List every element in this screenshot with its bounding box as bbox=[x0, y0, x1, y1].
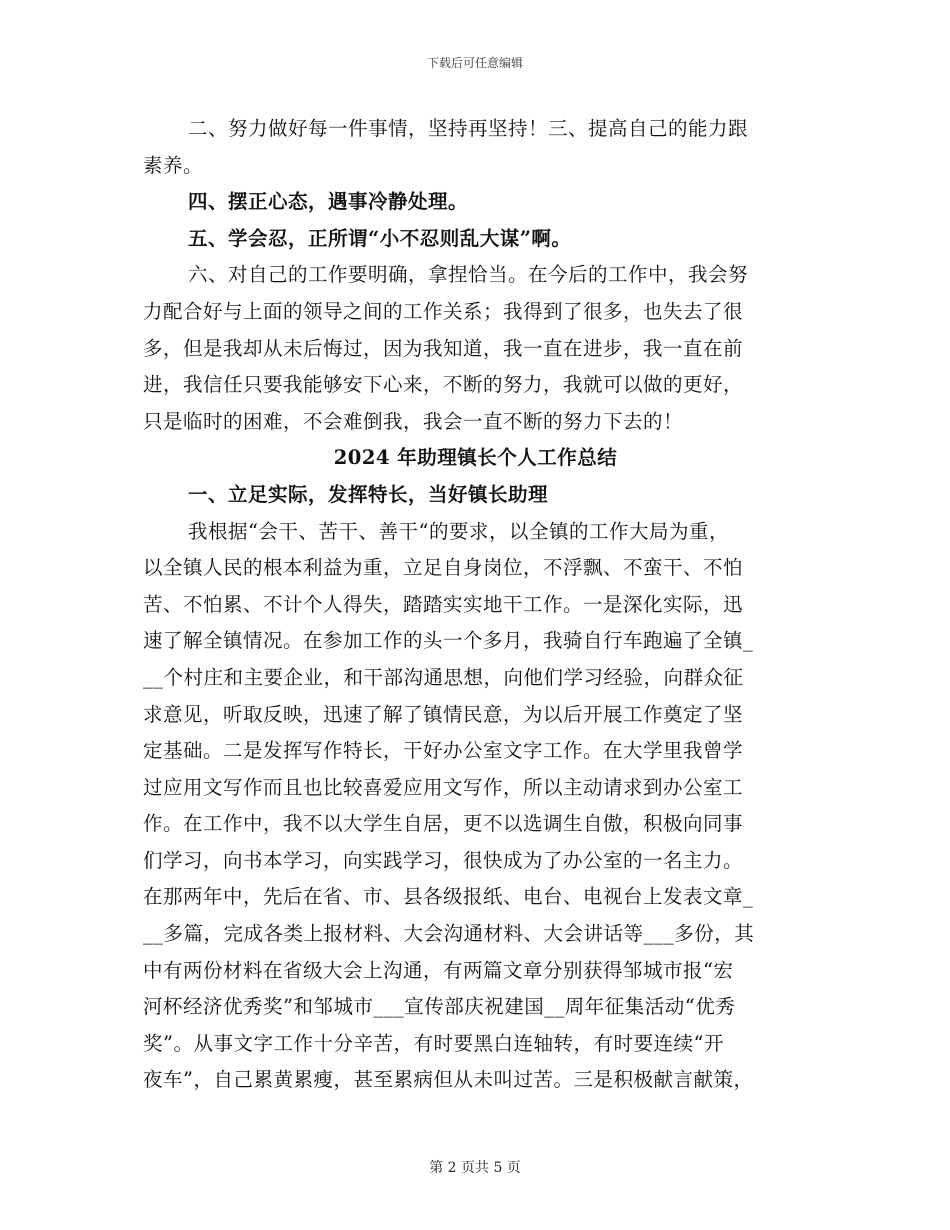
paragraph-line: 河杯经济优秀奖”和邹城市___宣传部庆祝建国__周年征集活动“优秀 bbox=[143, 995, 736, 1019]
document-title: 2024 年助理镇长个人工作总结 bbox=[333, 446, 618, 470]
paragraph-line: 中有两份材料在省级大会上沟通，有两篇文章分别获得邹城市报“宏 bbox=[143, 958, 734, 982]
paragraph-line: 夜车”，自己累黄累瘦，甚至累病但从未叫过苦。三是积极献言献策， bbox=[143, 1068, 754, 1092]
paragraph-line: 二、努力做好每一件事情，坚持再坚持！三、提高自己的能力跟 bbox=[188, 117, 749, 140]
paragraph-line: __个村庄和主要企业，和干部沟通思想，向他们学习经验，向群众征 bbox=[143, 665, 744, 689]
heading-line: 四、摆正心态，遇事冷静处理。 bbox=[188, 190, 469, 214]
paragraph-line: 苦、不怕累、不计个人得失，踏踏实实地干工作。一是深化实际，迅 bbox=[143, 592, 744, 616]
paragraph-line: 以全镇人民的根本利益为重，立足自身岗位，不浮飘、不蛮干、不怕 bbox=[143, 556, 744, 580]
paragraph-line: __多篇，完成各类上报材料、大会沟通材料、大会讲话等___多份，其 bbox=[143, 922, 755, 946]
paragraph-line: 多，但是我却从未后悔过，因为我知道，我一直在进步，我一直在前 bbox=[143, 336, 744, 360]
paragraph-line: 我根据“会干、苦干、善干“的要求，以全镇的工作大局为重， bbox=[188, 519, 729, 543]
paragraph-line: 求意见，听取反映，迅速了解了镇情民意，为以后开展工作奠定了坚 bbox=[143, 702, 744, 726]
paragraph-line: 素养。 bbox=[143, 153, 204, 177]
paragraph-line: 六、对自己的工作要明确，拿捏恰当。在今后的工作中，我会努 bbox=[188, 263, 749, 287]
paragraph-line: 进，我信任只要我能够安下心来，不断的努力，我就可以做的更好， bbox=[143, 373, 744, 397]
paragraph-line: 奖”。从事文字工作十分辛苦，有时要黑白连轴转，有时要连续“开 bbox=[143, 1031, 724, 1055]
document-body bbox=[143, 111, 808, 1099]
paragraph-line: 力配合好与上面的领导之间的工作关系；我得到了很多，也失去了很 bbox=[143, 299, 744, 323]
paragraph-line: 速了解全镇情况。在参加工作的头一个多月，我骑自行车跑遍了全镇_ bbox=[143, 629, 754, 653]
paragraph-line: 们学习，向书本学习，向实践学习，很快成为了办公室的一名主力。 bbox=[143, 848, 744, 872]
paragraph-line: 定基础。二是发挥写作特长，干好办公室文字工作。在大学里我曾学 bbox=[143, 739, 744, 763]
paragraph-line: 只是临时的困难，不会难倒我，我会一直不断的努力下去的！ bbox=[143, 409, 684, 433]
paragraph-line: 过应用文写作而且也比较喜爱应用文写作，所以主动请求到办公室工 bbox=[143, 775, 744, 799]
heading-line: 五、学会忍，正所谓“小不忍则乱大谋”啊。 bbox=[188, 226, 572, 250]
section-heading: 一、立足实际，发挥特长，当好镇长助理 bbox=[188, 482, 549, 506]
page-header: 下载后可任意编辑 bbox=[426, 56, 523, 70]
paragraph-line: 在那两年中，先后在省、市、县各级报纸、电台、电视台上发表文章_ bbox=[143, 885, 754, 909]
paragraph-line: 作。在工作中，我不以大学生自居，更不以选调生自傲，积极向同事 bbox=[143, 812, 744, 836]
page-footer: 第 2 页共 5 页 bbox=[429, 1160, 521, 1176]
